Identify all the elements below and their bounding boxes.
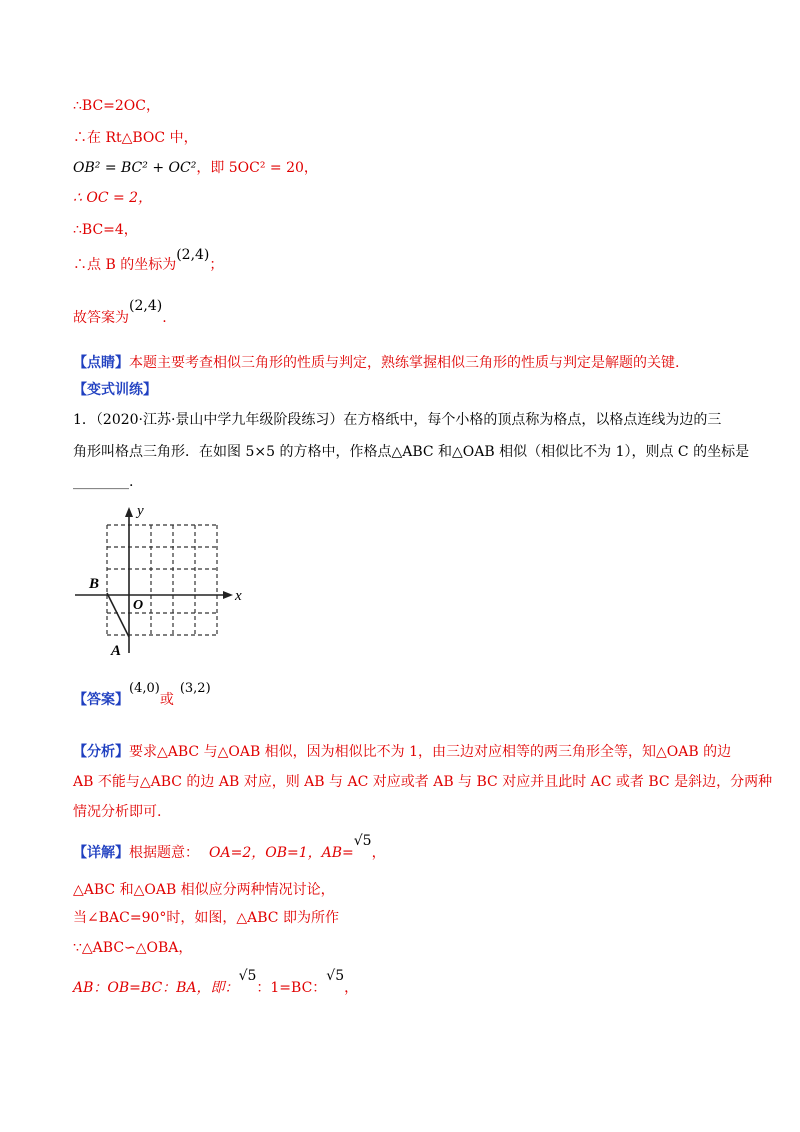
answer-value-1: (4,0) [129,681,160,696]
rest-line-2: 当∠BAC=90°时，如图，△ABC 即为所作 [73,910,339,926]
ratio-post: ， [344,980,359,996]
ratio-sqrt-2: √5 [326,968,345,984]
x-axis-arrow [223,591,233,599]
xiangjie-line [73,833,386,863]
pythagoras-tail: ，即 5OC² = 20， [196,160,318,176]
y-axis-label: y [137,503,144,519]
rest-line-3: ∵△ABC∽△OBA， [73,940,193,956]
rest-line-1: △ABC 和△OAB 相似应分两种情况讨论， [73,882,335,898]
xiangjie-sqrt: √5 [353,833,372,849]
y-axis-arrow [125,507,133,517]
dianjing-text: 本题主要考查相似三角形的性质与判定，熟练掌握相似三角形的性质与判定是解题的关键. [129,355,680,371]
answer-is-value: (2,4) [129,298,163,314]
xiangjie-post: ， [371,845,386,861]
line-rt-triangle: ∴在 Rt△BOC 中， [73,130,198,146]
b-coordinate-label: ∴点 B 的坐标为 [73,257,177,273]
problem-blank: ________. [73,474,134,490]
line-answer-is [73,298,167,328]
answer-is-period: . [162,310,167,326]
grid-figure [73,503,253,663]
line-b-coordinate [73,247,224,275]
line-oc-2: ∴ OC = 2， [73,190,153,206]
answer-line [73,681,211,711]
answer-value-2: (3,2) [179,681,211,696]
bianshi-heading: 【变式训练】 [73,382,157,398]
point-b-label: B [89,576,100,592]
ratio-mid: ：1=BC： [256,980,327,996]
origin-label: O [133,598,144,613]
b-coordinate-semicolon: ； [209,257,224,273]
dianjing-tag: 【点睛】 [73,355,129,371]
fenxi-line-3: 情况分析即可. [73,804,162,820]
xiangjie-text: OA=2，OB=1，AB= [209,845,354,861]
xiangjie-tag: 【详解】 [73,845,129,861]
line-bc-2oc: ∴BC=2OC， [73,98,160,114]
rest-line-4 [73,968,359,998]
problem-line-1: 1．（2020·江苏·景山中学九年级阶段练习）在方格纸中，每个小格的顶点称为格点，以格点连线为边的三 [73,412,722,428]
segment-ba [107,593,129,637]
fenxi-text-1: 要求△ABC 与△OAB 相似，因为相似比不为 1，由三边对应相等的两三角形全等，知△OAB 的边 [129,744,732,760]
x-axis-label: x [235,588,242,604]
dashed-grid [107,525,217,635]
xiangjie-pre: 根据题意： [129,845,199,861]
fenxi-line-1 [73,742,731,762]
answer-or: 或 [159,692,174,708]
answer-is-label: 故答案为 [73,310,129,326]
answer-tag: 【答案】 [73,692,129,708]
point-a-label: A [111,643,122,659]
dianjing-line [73,353,679,373]
line-pythagoras [73,158,318,178]
b-coordinate-value: (2,4) [176,247,210,263]
fenxi-tag: 【分析】 [73,744,129,760]
ratio-pre: AB：OB=BC：BA，即： [73,980,239,996]
line-bc-4: ∴BC=4， [73,222,138,238]
pythagoras-equation: OB² = BC² + OC² [73,160,197,176]
ratio-sqrt-1: √5 [238,968,257,984]
problem-line-2: 角形叫格点三角形．在如图 5×5 的方格中，作格点△ABC 和△OAB 相似（相似比不为 1），则点 C 的坐标是 [73,444,750,460]
fenxi-line-2: AB 不能与△ABC 的边 AB 对应，则 AB 与 AC 对应或者 AB 与 BC 对应并且此时 AC 或者 BC 是斜边，分两种 [73,774,773,790]
